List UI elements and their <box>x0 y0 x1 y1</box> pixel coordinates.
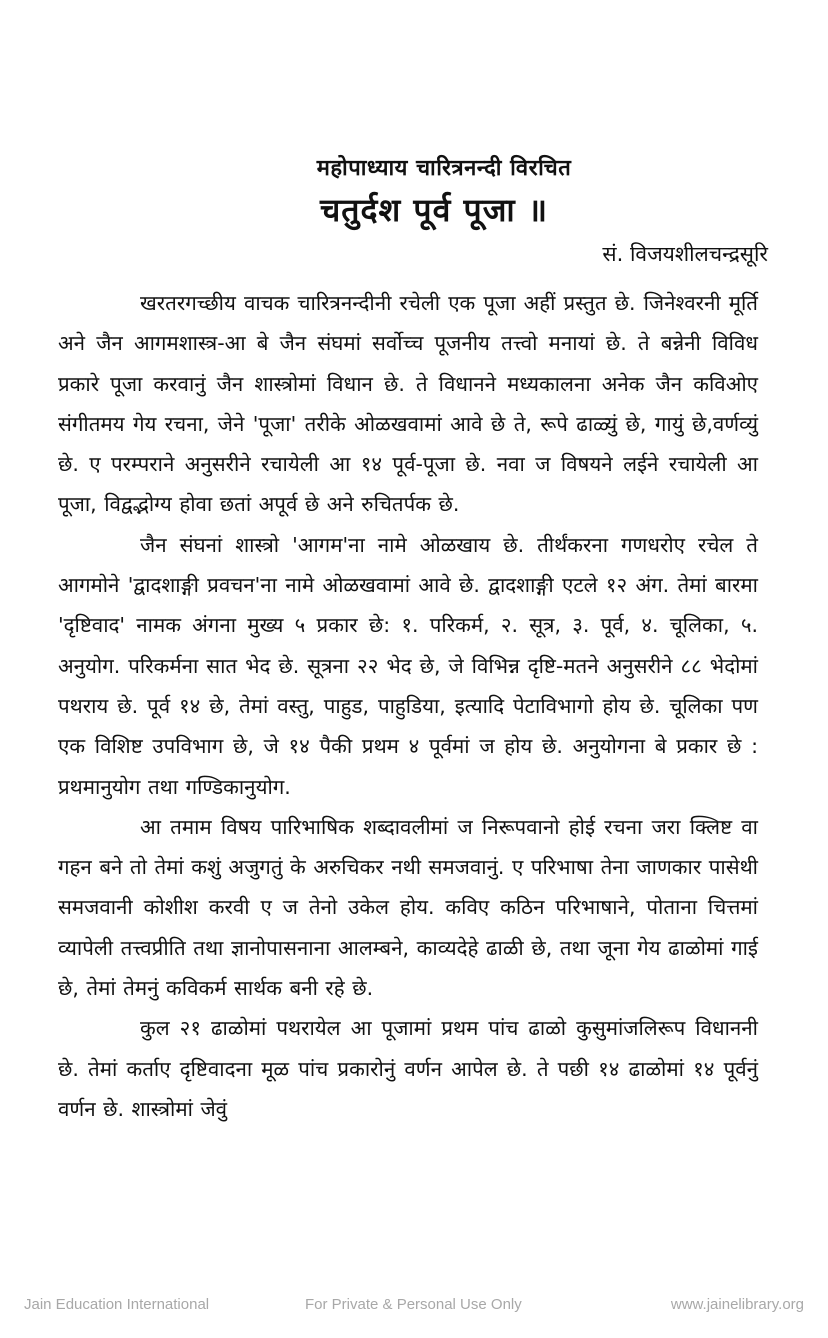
author-subtitle: महोपाध्याय चारित्रनन्दी विरचित <box>316 156 572 181</box>
body-text <box>58 283 758 1129</box>
page-title: चतुर्दश पूर्व पूजा ॥ <box>319 191 549 229</box>
paragraph-agam: जैन संघनां शास्त्रो 'आगम'ना नामे ओळखाय छे. तीर्थंकरना गणधरोए रचेल ते आगमोने 'द्वादशाङ्गी प्रवचन'ना नामे ओळखवामां आवे छे. द्वादशाङ्गी एटले १२ अंग. तेमां बारमा 'दृष्टिवाद' नामक अंगना मुख्य ५ प्रकार छे: १. परिकर्म, २. सूत्र, ३. पूर्व, ४. चूलिका, ५. अनुयोग. परिकर्मना सात भेद छे. सूत्रना २२ भेद छे, जे विभिन्न दृष्टि-मतने अनुसरीने ८८ भेदोमां पथराय छे. पूर्व १४ छे, तेमां वस्तु, पाहुड, पाहुडिया, इत्यादि पेटाविभागो होय छे. चूलिका पण एक विशिष्ट उपविभाग छे, जे १४ पैकी प्रथम ४ पूर्वमां ज होय छे. अनुयोगना बे प्रकार छे : प्रथमानुयोग तथा गण्डिकानुयोग. <box>58 532 758 799</box>
paragraph-structure: कुल २१ ढाळोमां पथरायेल आ पूजामां प्रथम पांच ढाळो कुसुमांजलिरूप विधाननी छे. तेमां कर्ताए दृष्टिवादना मूळ पांच प्रकारोनुं वर्णन आपेल छे. ते पछी १४ ढाळोमां १४ पूर्वनुं वर्णन छे. शास्त्रोमां जेवुं <box>58 1016 758 1121</box>
paragraph-intro: खरतरगच्छीय वाचक चारित्रनन्दीनी रचेली एक पूजा अहीं प्रस्तुत छे. जिनेश्वरनी मूर्ति अने जैन आगमशास्त्र-आ बे जैन संघमां सर्वोच्च पूजनीय तत्त्वो मनायां छे. ते बन्नेनी विविध प्रकारे पूजा करवानुं जैन शास्त्रोमां विधान छे. ते विधानने मध्यकालना अनेक जैन कविओए संगीतमय गेय रचना, जेने 'पूजा' तरीके ओळखवामां आवे छे ते, रूपे ढाळ्युं छे, गायुं छे,वर्णव्युं छे. ए परम्पराने अनुसरीने रचायेली आ १४ पूर्व-पूजा छे. नवा ज विषयने लईने रचायेली आ पूजा, विद्वद्भोग्य होवा छतां अपूर्व छे अने रुचितर्पक छे. <box>58 291 758 517</box>
footer-usage-notice: For Private & Personal Use Only <box>305 1296 522 1313</box>
footer-website-link[interactable]: www.jainelibrary.org <box>670 1296 804 1313</box>
paragraph-terminology: आ तमाम विषय पारिभाषिक शब्दावलीमां ज निरूपवानो होई रचना जरा क्लिष्ट वा गहन बने तो तेमां कशुं अजुगतुं के अरुचिकर नथी समजवानुं. ए परिभाषा तेना जाणकार पासेथी समजवानी कोशीश करवी ए ज तेनो उकेल होय. कविए कठिन परिभाषाने, पोताना चित्तमां व्यापेली तत्त्वप्रीति तथा ज्ञानोपासनाना आलम्बने, काव्यदेहे ढाळी छे, तथा जूना गेय ढाळोमां गाई छे, तेमां तेमनुं कविकर्म सार्थक बनी रहे छे. <box>58 814 758 1001</box>
page-footer <box>0 1296 828 1320</box>
footer-publisher: Jain Education International <box>24 1296 210 1313</box>
editor-credit: सं. विजयशीलचन्द्रसूरि <box>602 242 768 266</box>
